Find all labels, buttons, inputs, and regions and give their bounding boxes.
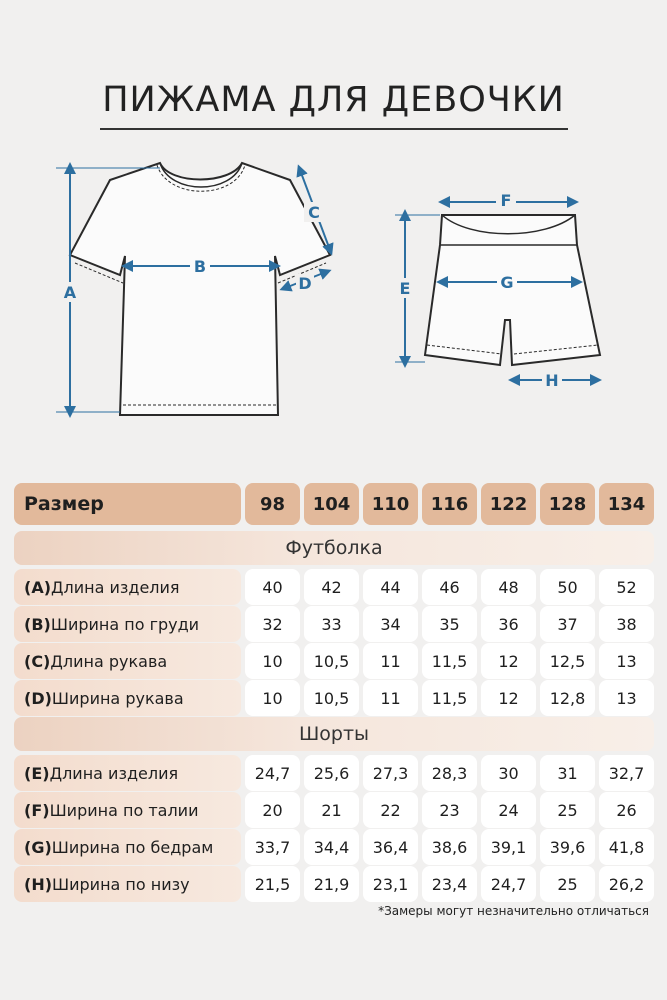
value-cell: 21	[304, 792, 359, 828]
value-cell: 39,6	[540, 829, 595, 865]
value-cell: 12	[481, 680, 536, 716]
size-header-label: Размер	[14, 483, 241, 525]
size-104: 104	[304, 483, 359, 525]
value-cell: 11	[363, 643, 418, 679]
row-label: Ширина по бедрам	[51, 837, 214, 857]
label-h: H	[545, 371, 559, 390]
footnote: *Замеры могут незначительно отличаться	[378, 904, 649, 918]
section-title: Шорты	[14, 717, 654, 751]
section-title: Футболка	[14, 531, 654, 565]
value-cell: 20	[245, 792, 300, 828]
row-label: Ширина по груди	[50, 614, 200, 634]
label-g: G	[500, 273, 514, 292]
size-110: 110	[363, 483, 418, 525]
table-row	[14, 680, 654, 716]
value-cell: 36	[481, 606, 536, 642]
value-cell: 42	[304, 569, 359, 605]
value-cell: 11,5	[422, 680, 477, 716]
value-cell: 10	[245, 680, 300, 716]
table-row	[14, 755, 654, 791]
row-code: (C)	[24, 651, 51, 671]
label-d: D	[298, 274, 312, 293]
value-cell: 23,1	[363, 866, 418, 902]
value-cell: 22	[363, 792, 418, 828]
size-98: 98	[245, 483, 300, 525]
label-b: B	[193, 257, 207, 276]
value-cell: 21,5	[245, 866, 300, 902]
value-cell: 32	[245, 606, 300, 642]
table-row	[14, 866, 654, 902]
value-cell: 30	[481, 755, 536, 791]
size-116: 116	[422, 483, 477, 525]
value-cell: 33,7	[245, 829, 300, 865]
row-label-cell	[14, 755, 241, 791]
value-cell: 21,9	[304, 866, 359, 902]
value-cell: 48	[481, 569, 536, 605]
row-code: (B)	[24, 614, 51, 634]
value-cell: 10,5	[304, 680, 359, 716]
value-cell: 52	[599, 569, 654, 605]
value-cell: 11	[363, 680, 418, 716]
table-row	[14, 792, 654, 828]
row-code: (D)	[24, 688, 52, 708]
row-label: Ширина по низу	[52, 874, 190, 894]
row-label: Длина изделия	[51, 577, 180, 597]
size-header-row	[14, 483, 654, 519]
row-code: (F)	[24, 800, 50, 820]
value-cell: 23,4	[422, 866, 477, 902]
value-cell: 12,8	[540, 680, 595, 716]
value-cell: 25,6	[304, 755, 359, 791]
value-cell: 12,5	[540, 643, 595, 679]
row-label: Длина изделия	[49, 763, 179, 783]
row-label-cell	[14, 680, 241, 716]
row-label: Ширина рукава	[51, 688, 184, 708]
row-code: (G)	[24, 837, 52, 857]
value-cell: 10,5	[304, 643, 359, 679]
value-cell: 35	[422, 606, 477, 642]
value-cell: 11,5	[422, 643, 477, 679]
value-cell: 25	[540, 792, 595, 828]
row-label: Длина рукава	[50, 651, 168, 671]
value-cell: 40	[245, 569, 300, 605]
row-label-cell	[14, 866, 241, 902]
value-cell: 34,4	[304, 829, 359, 865]
size-122: 122	[481, 483, 536, 525]
value-cell: 24,7	[481, 866, 536, 902]
size-134: 134	[599, 483, 654, 525]
value-cell: 41,8	[599, 829, 654, 865]
row-code: (E)	[24, 763, 50, 783]
value-cell: 39,1	[481, 829, 536, 865]
value-cell: 23	[422, 792, 477, 828]
value-cell: 50	[540, 569, 595, 605]
value-cell: 33	[304, 606, 359, 642]
label-f: F	[500, 191, 512, 210]
row-label-cell	[14, 829, 241, 865]
label-c: C	[308, 203, 320, 222]
value-cell: 24,7	[245, 755, 300, 791]
table-row	[14, 643, 654, 679]
value-cell: 34	[363, 606, 418, 642]
value-cell: 13	[599, 643, 654, 679]
value-cell: 12	[481, 643, 536, 679]
row-label-cell	[14, 606, 241, 642]
value-cell: 36,4	[363, 829, 418, 865]
value-cell: 38,6	[422, 829, 477, 865]
garment-diagram	[0, 0, 667, 470]
value-cell: 44	[363, 569, 418, 605]
row-code: (H)	[24, 874, 53, 894]
value-cell: 26	[599, 792, 654, 828]
value-cell: 13	[599, 680, 654, 716]
row-label-cell	[14, 792, 241, 828]
value-cell: 10	[245, 643, 300, 679]
table-row	[14, 829, 654, 865]
row-label-cell	[14, 569, 241, 605]
value-cell: 28,3	[422, 755, 477, 791]
label-e: E	[399, 279, 411, 298]
value-cell: 27,3	[363, 755, 418, 791]
value-cell: 37	[540, 606, 595, 642]
tshirt-drawing	[70, 163, 330, 415]
value-cell: 32,7	[599, 755, 654, 791]
value-cell: 26,2	[599, 866, 654, 902]
value-cell: 46	[422, 569, 477, 605]
table-row	[14, 569, 654, 605]
size-128: 128	[540, 483, 595, 525]
page-title: ПИЖАМА ДЛЯ ДЕВОЧКИ	[102, 80, 565, 120]
value-cell: 31	[540, 755, 595, 791]
table-row	[14, 606, 654, 642]
row-label: Ширина по талии	[49, 800, 199, 820]
value-cell: 38	[599, 606, 654, 642]
value-cell: 25	[540, 866, 595, 902]
value-cell: 24	[481, 792, 536, 828]
row-code: (A)	[24, 577, 52, 597]
row-label-cell	[14, 643, 241, 679]
label-a: A	[63, 283, 77, 302]
